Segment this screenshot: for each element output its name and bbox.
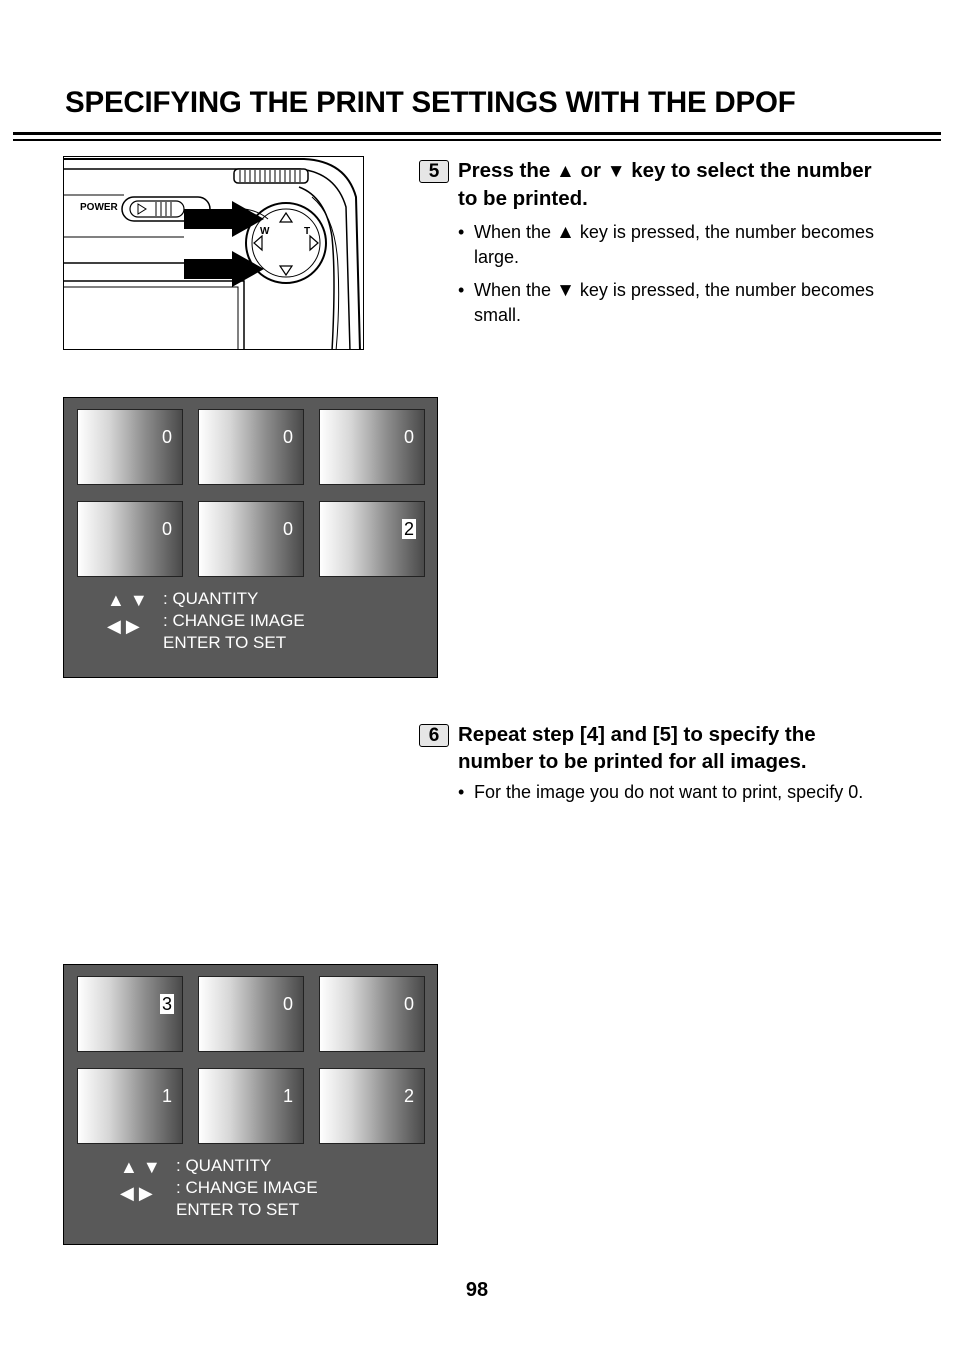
camera-drawing (64, 157, 364, 350)
lcd-screen-1 (63, 397, 438, 678)
down-triangle-icon: ▼ (129, 590, 148, 610)
step-5-heading-part2: key to select the number to be printed. (458, 159, 872, 210)
legend-icons (107, 587, 148, 639)
legend-enter: ENTER TO SET (163, 633, 287, 652)
print-count: 0 (282, 427, 293, 447)
legend-enter: ENTER TO SET (176, 1200, 300, 1219)
image-thumbnail (319, 1068, 425, 1144)
step-5-heading-or: or (580, 159, 602, 182)
step-6-bullet-1: • For the image you do not want to print, specify 0. (458, 780, 889, 804)
print-count-selected: 3 (161, 994, 172, 1014)
up-triangle-icon: ▲ (556, 222, 575, 243)
image-thumbnail (77, 409, 183, 485)
print-count: 1 (161, 1086, 172, 1106)
image-thumbnail (77, 1068, 183, 1144)
print-count: 0 (161, 427, 172, 447)
up-triangle-icon: ▲ (120, 1157, 138, 1177)
title-rule-thick (13, 132, 941, 135)
print-count: 0 (161, 519, 172, 539)
step-5-bullet-2 (458, 278, 889, 328)
t-label: T (304, 226, 311, 237)
print-count: 0 (403, 427, 414, 447)
step-5-heading (458, 158, 889, 212)
left-triangle-icon: ◀ (107, 616, 121, 636)
step-5-bullet-2-pre: When the (474, 280, 552, 300)
left-triangle-icon: ◀ (120, 1183, 134, 1203)
image-thumbnail (77, 501, 183, 577)
image-thumbnail-selected (319, 501, 425, 577)
step-number-6: 6 (419, 724, 449, 747)
w-label: W (260, 226, 270, 237)
step-5-bullet-1-pre: When the (474, 222, 552, 242)
step-5-heading-part1: Press the (458, 159, 551, 182)
legend-quantity: : QUANTITY (163, 589, 259, 608)
up-triangle-icon: ▲ (556, 161, 575, 182)
right-triangle-icon: ▶ (125, 616, 140, 636)
power-label: POWER (80, 202, 118, 213)
image-thumbnail (198, 1068, 304, 1144)
legend-change-image: : CHANGE IMAGE (176, 1178, 318, 1197)
camera-back-illustration (63, 156, 364, 350)
step-5-bullet-1 (458, 220, 889, 270)
title-rule-thin (13, 139, 941, 141)
up-triangle-icon: ▲ (107, 590, 125, 610)
legend-text (163, 588, 305, 654)
lcd-screen-2 (63, 964, 438, 1245)
print-count: 0 (403, 994, 414, 1014)
image-thumbnail (319, 976, 425, 1052)
print-count: 1 (282, 1086, 293, 1106)
image-thumbnail (198, 976, 304, 1052)
print-count: 0 (282, 519, 293, 539)
step-6-heading: Repeat step [4] and [5] to specify the number to be printed for all images. (458, 723, 816, 773)
step-5 (419, 158, 889, 328)
legend-icons (120, 1154, 161, 1206)
image-thumbnail (319, 409, 425, 485)
print-count-selected: 2 (403, 519, 414, 539)
down-triangle-icon: ▼ (606, 161, 626, 182)
step-5-bullet-2-post: key is pressed, the number becomes small. (474, 280, 875, 325)
right-triangle-icon: ▶ (138, 1183, 153, 1203)
page-number: 98 (465, 1279, 489, 1301)
step-5-bullet-1-post: key is pressed, the number becomes large. (474, 222, 875, 267)
step-number-5: 5 (419, 160, 449, 183)
legend-quantity: : QUANTITY (176, 1156, 272, 1175)
image-thumbnail (198, 501, 304, 577)
legend-text (176, 1155, 318, 1221)
print-count: 2 (403, 1086, 414, 1106)
page-title: SPECIFYING THE PRINT SETTINGS WITH THE DPOF (65, 86, 796, 119)
legend-change-image: : CHANGE IMAGE (163, 611, 305, 630)
print-count: 0 (282, 994, 293, 1014)
image-thumbnail-selected (77, 976, 183, 1052)
image-thumbnail (198, 409, 304, 485)
step-6 (419, 722, 889, 804)
down-triangle-icon: ▼ (556, 280, 575, 301)
down-triangle-icon: ▼ (142, 1157, 161, 1177)
